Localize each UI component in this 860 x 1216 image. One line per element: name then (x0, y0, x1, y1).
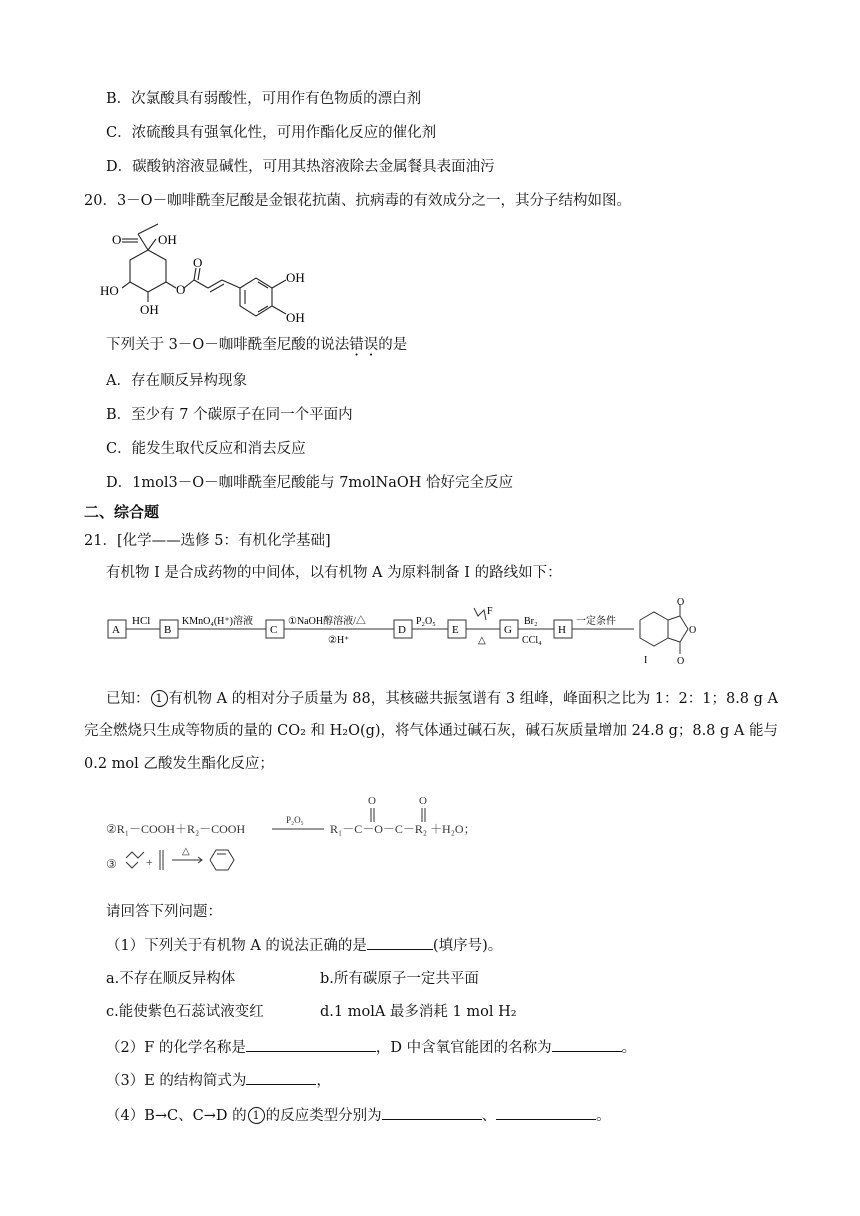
node-c: C (270, 624, 278, 636)
q20-option-d: D．1mol3－O－咖啡酰奎尼酸能与 7molNaOH 恰好完全反应 (106, 475, 514, 491)
q20-oh-label-4: OH (286, 310, 305, 325)
q4-sep: 、 (481, 1108, 497, 1124)
q21-part-3 (106, 1070, 331, 1091)
q20-question-prefix: 下列关于 3－O－咖啡酰奎尼酸的说法 (106, 337, 350, 353)
q20-option-a: A．存在顺反异构现象 (106, 373, 247, 389)
circled-number-1b: 1 (248, 1107, 265, 1124)
known-2-reagent: P₂O₅ (286, 815, 304, 825)
known-reactions (106, 788, 546, 884)
known-2-products: R₁－C－O－C－R₂ ＋H₂O； (330, 822, 476, 836)
q1-suffix: (填序号)。 (432, 938, 503, 954)
q20-structure (100, 222, 320, 330)
answer-blank-1[interactable] (367, 935, 433, 950)
q21-part-2 (106, 1037, 636, 1058)
q19-option-d: D．碳酸钠溶液显碱性，可用其热溶液除去金属餐具表面油污 (106, 159, 495, 175)
q20-oh-label-3: OH (286, 270, 305, 285)
q19-option-b: B．次氯酸具有弱酸性，可用作有色物质的漂白剂 (106, 91, 422, 107)
q2-text: （2）F 的化学名称是 (106, 1040, 246, 1056)
reagent-ccl4: CCl₄ (522, 635, 542, 646)
answer-blank-6[interactable] (496, 1105, 596, 1120)
reagent-f: F (487, 606, 493, 617)
q4-end: 。 (596, 1108, 611, 1124)
q20-stem: 20．3－O－咖啡酰奎尼酸是金银花抗菌、抗病毒的有效成分之一，其分子结构如图。 (84, 193, 632, 209)
q4-text: （4）B→C、C→D 的 (106, 1108, 247, 1124)
q21-intro: 有机物 I 是合成药物的中间体，以有机物 A 为原料制备 I 的路线如下： (106, 565, 562, 581)
known-2-o-1: O (368, 795, 376, 807)
q20-o-label-3: O (193, 255, 203, 270)
q2-end: 。 (621, 1040, 637, 1056)
reagent-p2o5: P₂O₅ (416, 616, 436, 627)
q21-part-4 (106, 1105, 611, 1126)
reagent-condition: 一定条件 (576, 616, 616, 627)
known-prefix: 已知： (106, 691, 150, 707)
product-o-2: O (689, 625, 697, 636)
known-1-line-1 (106, 689, 778, 709)
product-i: I (644, 655, 648, 666)
q20-question (106, 335, 407, 355)
synthesis-route (106, 596, 726, 668)
q4-mid: 的反应类型分别为 (265, 1108, 382, 1124)
q21-prompt: 请回答下列问题： (106, 904, 222, 920)
reagent-kmno4: KMnO₄(H⁺)溶液 (182, 616, 253, 627)
section-heading: 二、综合题 (84, 503, 160, 521)
node-g: G (504, 624, 512, 636)
choice-b: b.所有碳原子一定共平面 (320, 971, 479, 987)
known-3-label: ③ (106, 857, 117, 871)
q20-ho-label: HO (100, 283, 119, 298)
q1-text: （1）下列关于有机物 A 的说法正确的是 (106, 938, 367, 954)
answer-blank-5[interactable] (382, 1105, 482, 1120)
q19-option-c: C．浓硫酸具有强氧化性，可用作酯化反应的催化剂 (106, 125, 437, 141)
product-o-3: O (677, 656, 685, 667)
circled-number-1: 1 (151, 690, 168, 707)
q20-oh-label-2: OH (140, 302, 159, 317)
q20-question-emph: 错误 (349, 337, 379, 353)
q3-end: ， (316, 1073, 331, 1089)
known-1-text: 有机物 A 的相对分子质量为 88，其核磁共振氢谱有 3 组峰，峰面积之比为 1：2：1；8.8 g A (168, 691, 779, 707)
answer-blank-2[interactable] (246, 1037, 376, 1052)
q21-header: 21．[化学——选修 5：有机化学基础] (84, 533, 331, 549)
q21-part-1 (106, 935, 502, 956)
choice-d: d.1 molA 最多消耗 1 mol H₂ (320, 1004, 517, 1020)
choice-a: a.不存在顺反异构体 (106, 971, 236, 987)
product-o-1: O (677, 597, 685, 608)
node-d: D (398, 624, 406, 636)
q20-option-c: C．能发生取代反应和消去反应 (106, 441, 306, 457)
known-1-line-2: 完全燃烧只生成等物质的量的 CO₂ 和 H₂O(g)，将气体通过碱石灰，碱石灰质量增加 24.8 g；8.8 g A 能与 (84, 723, 778, 739)
answer-blank-3[interactable] (552, 1037, 622, 1052)
node-e: E (452, 624, 459, 636)
known-2-reactants: ②R₁－COOH＋R₂－COOH (106, 822, 246, 836)
q2-mid: ，D 中含氧官能团的名称为 (375, 1040, 552, 1056)
known-1-line-3: 0.2 mol 乙酸发生酯化反应； (84, 756, 274, 772)
reagent-hcl: HCl (132, 615, 151, 627)
node-b: B (164, 624, 172, 636)
q20-oh-label-1: OH (158, 232, 177, 247)
node-h: H (558, 624, 566, 636)
q20-question-suffix: 的是 (378, 337, 408, 353)
reagent-h: ②H⁺ (328, 635, 350, 646)
q20-option-b: B．至少有 7 个碳原子在同一个平面内 (106, 407, 353, 423)
svg-text:+: + (146, 855, 153, 869)
reagent-heat: △ (478, 635, 486, 646)
choice-c: c.能使紫色石蕊试液变红 (106, 1004, 264, 1020)
reagent-br2: Br₂ (524, 616, 538, 627)
known-3-reagent: △ (182, 846, 190, 857)
q20-o-label-2: O (176, 282, 186, 297)
node-a: A (112, 624, 120, 636)
q20-o-label-1: O (112, 232, 122, 247)
answer-blank-4[interactable] (246, 1070, 316, 1085)
reagent-naoh: ①NaOH醇溶液/△ (288, 616, 366, 627)
q3-text: （3）E 的结构简式为 (106, 1073, 247, 1089)
known-2-o-2: O (419, 795, 427, 807)
